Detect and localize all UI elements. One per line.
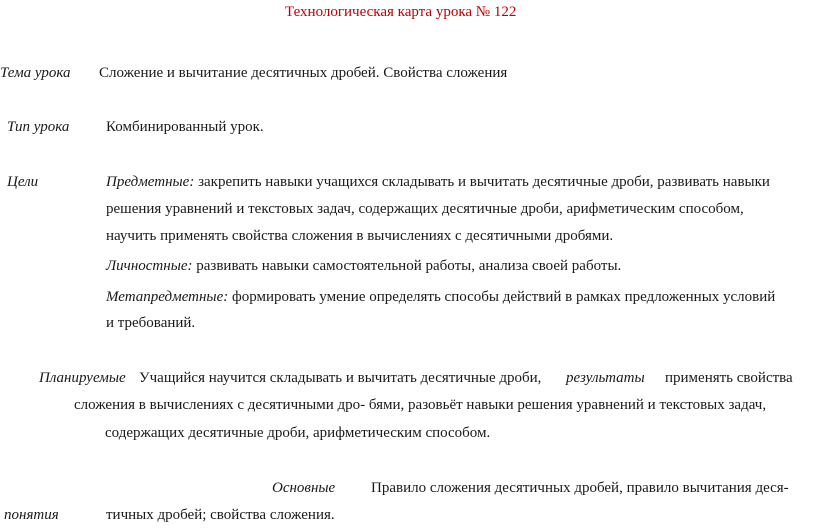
results-line1: Учащийся научится складывать и вычитать десятичные дроби,: [139, 370, 542, 386]
concepts-line1: Правило сложения десятичных дробей, правило вычитания деся-: [371, 480, 789, 496]
results-line3: содержащих десятичные дроби, арифметическим способом.: [105, 425, 491, 441]
goals-personal-label: Личностные:: [106, 258, 193, 274]
concepts-line2: тичных дробей; свойства сложения.: [106, 507, 335, 523]
goals-meta-line2: и требований.: [106, 315, 196, 331]
concepts-label-b: понятия: [4, 507, 59, 523]
goals-personal-text: развивать навыки самостоятельной работы, анализа своей работы.: [196, 258, 622, 274]
results-line2: сложения в вычислениях с десятичными дро- бями, разовьёт навыки решения уравнений и текстовых задач,: [74, 397, 767, 413]
topic-label: Тема урока: [0, 65, 71, 81]
goals-subject-label: Предметные:: [106, 174, 195, 190]
goals-subject-line2: решения уравнений и текстовых задач, содержащих десятичные дроби, арифметическим способом,: [106, 201, 744, 217]
goals-subject-line3: научить применять свойства сложения в вычислениях с десятичными дробями.: [106, 228, 614, 244]
goals-meta-text1: формировать умение определять способы действий в рамках предложенных условий: [232, 289, 776, 305]
concepts-label-a: Основные: [272, 480, 336, 496]
goals-subject-text1: закрепить навыки учащихся складывать и вычитать десятичные дроби, развивать навыки: [198, 174, 770, 190]
goals-meta-line1: [106, 288, 775, 306]
goals-meta-label: Метапредметные:: [106, 289, 229, 305]
document-title: Технологическая карта урока № 122: [285, 4, 517, 20]
results-label-a: Планируемые: [39, 370, 126, 386]
results-label-b: результаты: [566, 370, 645, 386]
goals-personal-line: [106, 257, 621, 275]
lesson-type-value: Комбинированный урок.: [106, 119, 264, 135]
topic-value: Сложение и вычитание десятичных дробей. Свойства сложения: [99, 65, 508, 81]
lesson-type-label: Тип урока: [7, 119, 70, 135]
goals-label: Цели: [7, 174, 39, 190]
goals-subject-line1: [106, 173, 770, 191]
results-line1-end: применять свойства: [665, 370, 793, 386]
